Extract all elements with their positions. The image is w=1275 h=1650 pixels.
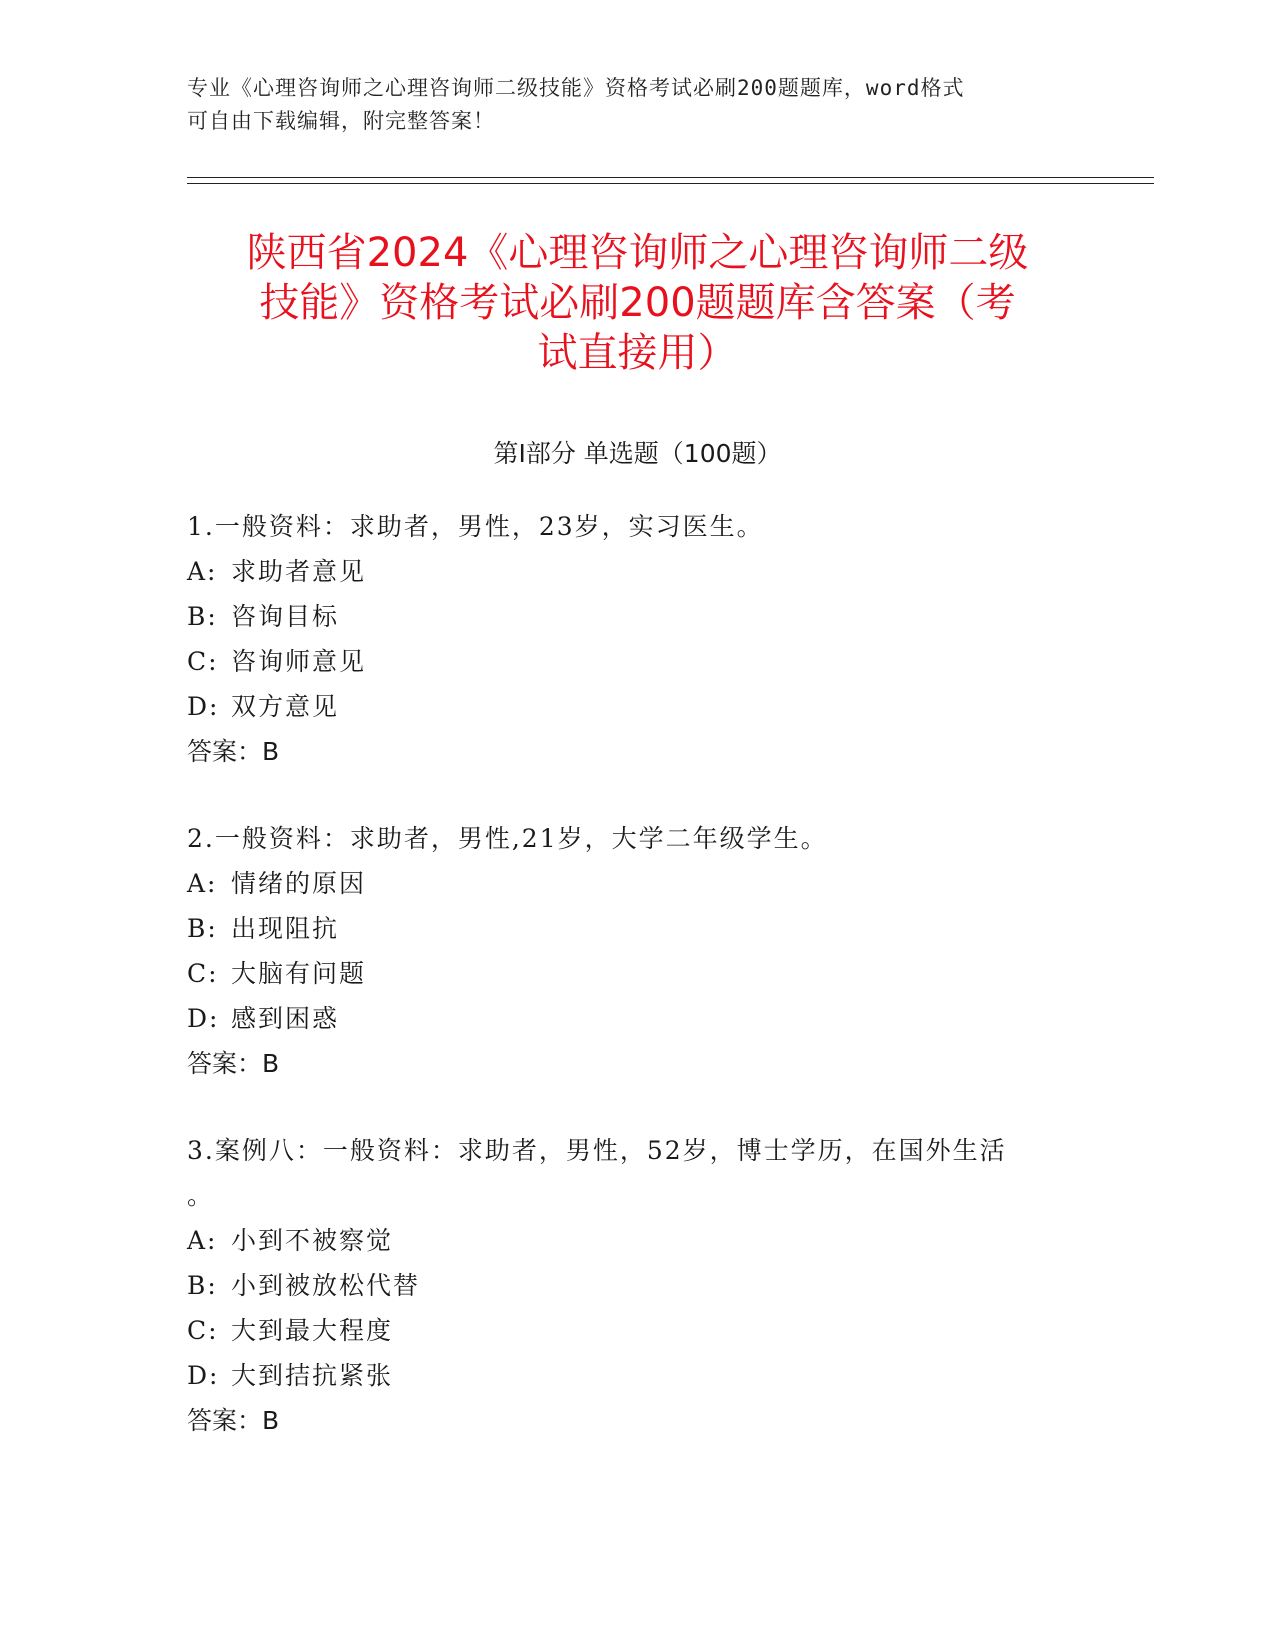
option-letter: A: <box>187 557 218 586</box>
option-letter: C: <box>187 1316 219 1345</box>
answer-line: 答案：B <box>187 1406 280 1435</box>
option-d <box>187 996 1087 1041</box>
option-text: 咨询师意见 <box>231 647 367 676</box>
option-letter: D: <box>187 1361 220 1390</box>
option-text: 大脑有问题 <box>231 959 367 988</box>
option-a <box>187 549 1087 594</box>
option-letter: B: <box>187 914 218 943</box>
question-item <box>187 504 1087 774</box>
option-text: 感到困惑 <box>231 1004 340 1033</box>
option-letter: C: <box>187 647 219 676</box>
title-line: 技能》资格考试必刷200题题库含答案（考 <box>259 280 1016 326</box>
question-stem: 3.案例八：一般资料：求助者，男性，52岁，博士学历，在国外生活 <box>187 1136 1007 1165</box>
option-text: 大到拮抗紧张 <box>231 1361 394 1390</box>
answer-line: 答案：B <box>187 737 280 766</box>
answer-line: 答案：B <box>187 1049 280 1078</box>
header-note-line: 专业《心理咨询师之心理咨询师二级技能》资格考试必刷200题题库，word格式 <box>187 76 965 100</box>
option-letter: C: <box>187 959 219 988</box>
option-d <box>187 1353 1087 1398</box>
question-stem: 2.一般资料：求助者，男性,21岁，大学二年级学生。 <box>187 824 828 853</box>
option-c <box>187 951 1087 996</box>
option-c <box>187 639 1087 684</box>
option-letter: D: <box>187 692 220 721</box>
option-text: 咨询目标 <box>231 602 340 631</box>
question-stem: 1.一般资料：求助者，男性，23岁，实习医生。 <box>187 512 764 541</box>
option-a <box>187 861 1087 906</box>
document-title <box>150 228 1125 378</box>
option-text: 双方意见 <box>231 692 340 721</box>
option-letter: B: <box>187 1271 218 1300</box>
header-note-line: 可自由下载编辑，附完整答案！ <box>187 109 495 133</box>
option-a <box>187 1218 1087 1263</box>
option-c <box>187 1308 1087 1353</box>
question-stem-continuation: 。 <box>187 1181 215 1210</box>
option-letter: A: <box>187 1226 218 1255</box>
option-b <box>187 1263 1087 1308</box>
title-line: 试直接用） <box>537 330 738 376</box>
option-text: 小到被放松代替 <box>231 1271 421 1300</box>
option-letter: A: <box>187 869 218 898</box>
option-b <box>187 594 1087 639</box>
header-divider <box>187 177 1154 178</box>
option-text: 大到最大程度 <box>231 1316 394 1345</box>
option-d <box>187 684 1087 729</box>
option-letter: D: <box>187 1004 220 1033</box>
option-text: 出现阻抗 <box>231 914 340 943</box>
section-heading: 第Ⅰ部分 单选题（100题） <box>493 439 782 468</box>
title-line: 陕西省2024《心理咨询师之心理咨询师二级 <box>246 230 1029 276</box>
option-text: 求助者意见 <box>231 557 367 586</box>
question-item <box>187 1128 1087 1443</box>
option-b <box>187 906 1087 951</box>
header-divider <box>187 183 1154 184</box>
question-item <box>187 816 1087 1086</box>
option-text: 情绪的原因 <box>231 869 367 898</box>
option-text: 小到不被察觉 <box>231 1226 394 1255</box>
header-note <box>187 72 1067 138</box>
option-letter: B: <box>187 602 218 631</box>
